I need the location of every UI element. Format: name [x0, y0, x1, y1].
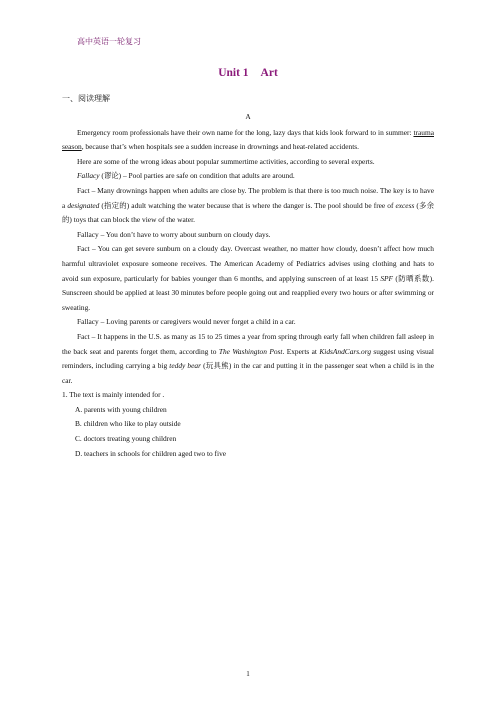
text-run: (玩具熊) in the car and putting it in the passenger seat when a child is in the car. — [62, 361, 434, 385]
paragraph-fallacy-3: Fallacy – Loving parents or caregivers would never forget a child in a car. — [77, 317, 296, 327]
italic-term: designated — [67, 200, 100, 210]
italic-term: The Washington Post — [218, 346, 283, 356]
page-number: 1 — [246, 670, 250, 678]
paragraph-fallacy-2: Fallacy – You don’t have to worry about sunburn on cloudy days. — [77, 229, 271, 239]
paragraph-overview: Here are some of the wrong ideas about popular summertime activities, according to several experts. — [77, 156, 375, 166]
text-run: (防晒系数). Sunscreen should be applied at least 30 minutes before people going out and reapplied every two hours or after swimming or sweating. — [62, 273, 434, 312]
unit-number: Unit 1 — [218, 67, 249, 79]
text-run: (谬论) – Pool parties are safe on condition that adults are around. — [99, 171, 295, 181]
paragraph-fallacy-1 — [62, 169, 434, 184]
paragraph-intro — [62, 126, 434, 155]
page-header: 高中英语一轮复习 — [77, 37, 141, 46]
italic-term: KidsAndCars.org — [319, 346, 372, 356]
question-stem: 1. The text is mainly intended for . — [62, 390, 165, 400]
question-option-c[interactable]: C. doctors treating young children — [75, 434, 177, 444]
passage-letter: A — [245, 112, 251, 121]
italic-term: excess — [395, 200, 415, 210]
italic-term: SPF — [380, 273, 394, 283]
paragraph-fact-2 — [62, 242, 434, 315]
text-run: . Experts at — [282, 346, 320, 356]
text-run: Fact – Many drownings happen when adults are close by. The problem is that there is too much noise. The key is to have a — [62, 185, 434, 210]
text-run: (指定的) adult watching the water because that is where the danger is. The pool should be free of — [99, 200, 396, 210]
unit-title — [0, 67, 496, 79]
text-run: Fact – You can get severe sunburn on a cloudy day. Overcast weather, no matter how cloudy, doesn’t affect how much harmful ultraviolet exposure someone receives. The American Academy of Pediatrics advises using clothing and hats to avoid sun exposure, particularly for babies younger than 6 months, and applying sunscreen of at least 15 — [62, 244, 434, 283]
paragraph-fact-1 — [62, 184, 434, 228]
italic-term: teddy bear — [169, 361, 201, 371]
passage-body — [62, 110, 434, 461]
question-option-b[interactable]: B. children who like to play outside — [75, 419, 181, 429]
text-run: , because that’s when hospitals see a sudden increase in drownings and heat-related accidents. — [81, 142, 359, 152]
italic-term: Fallacy — [77, 171, 100, 181]
text-run: suggest using visual reminders, including carrying a big — [62, 346, 434, 371]
unit-name: Art — [260, 67, 278, 79]
section-heading: 一、阅读理解 — [62, 94, 110, 103]
text-run: Emergency room professionals have their own name for the long, lazy days that kids look forward to in summer: — [77, 127, 414, 137]
text-run: Fact – It happens in the U.S. as many as 15 to 25 times a year from spring through early fall when children fall asleep in the back seat and parents forget them, according to — [62, 331, 434, 356]
paragraph-fact-3 — [62, 330, 434, 388]
question-option-d[interactable]: D. teachers in schools for children aged two to five — [75, 448, 227, 458]
question-option-a[interactable]: A. parents with young children — [75, 404, 167, 414]
text-run: (多余的) toys that can block the view of the water. — [62, 200, 434, 225]
underlined-term: trauma season — [62, 127, 434, 152]
